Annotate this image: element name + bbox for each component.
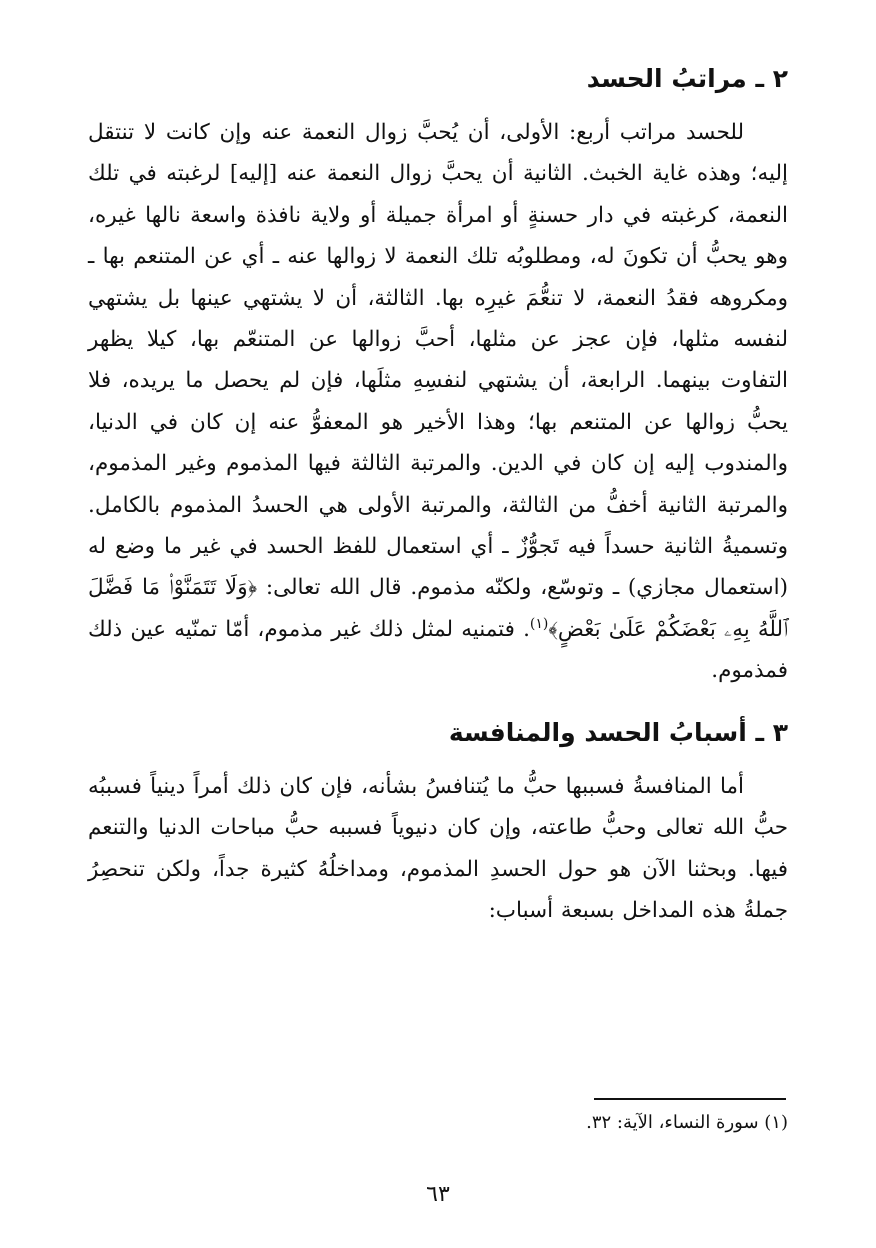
- paragraph-ranks-tail: . فتمنيه لمثل ذلك غير مذموم، أمّا تمنّيه عين ذلك فمذموم.: [88, 616, 788, 684]
- footnote: (١) سورة النساء، الآية: ٣٢.: [586, 1112, 788, 1133]
- section-heading-causes: ٣ ـ أسبابُ الحسد والمنافسة: [448, 717, 788, 747]
- footnote-reference: (١): [529, 615, 549, 632]
- paragraph-ranks: [88, 112, 788, 692]
- paragraph-causes: أما المنافسةُ فسببها حبُّ ما يُتنافسُ بشأنه، فإن كان ذلك أمراً دينياً فسببُه حبُّ الله تعالى وحبُّ طاعته، وإن كان دنيوياً فسببه حبُّ مباحات الدنيا والتنعم فيها. وبحثنا الآن هو حول الحسدِ المذموم، ومداخلُهُ كثيرة جداً، ولكن تنحصِرُ جملةُ هذه المداخل بسبعة أسباب:: [88, 773, 788, 923]
- page-body: [88, 58, 788, 931]
- page-number: ٦٣: [426, 1182, 450, 1207]
- footnote-divider: [594, 1098, 786, 1100]
- paragraph-ranks-text: للحسد مراتب أربع: الأولى، أن يُحبَّ زوال النعمة عنه وإن كانت لا تنتقل إليه؛ وهذه غاية الخبث. الثانية أن يحبَّ زوال النعمة عنه [إليه] لرغبته في تلك النعمة، كرغبته في دار حسنةٍ أو امرأة جميلة أو ولاية نافذة واسعة نالها غيره، وهو يحبُّ أن تكونَ له، ومطلوبُه تلك النعمة لا زوالها عنه ـ أي عن المتنعم بها ـ ومكروهه فقدُ النعمة، لا تنعُّمَ غيرِه بها. الثالثة، أن لا يشتهي عينها بل يشتهي لنفسه مثلها، فإن عجز عن مثلها، أحبَّ زوالها عن المتنعّم بها، كيلا يظهر التفاوت بينهما. الرابعة، أن يشتهي لنفسِهِ مثلَها، فإن لم يحصل ما يريده، فلا يحبُّ زوالها عن المتنعم بها؛ وهذا الأخير هو المعفوُّ عنه إن كان في الدنيا، والمندوب إليه إن كان في الدين. والمرتبة الثالثة فيها المذموم وغير المذموم، والمرتبة الثانية أخفُّ من الثالثة، والمرتبة الأولى هي الحسدُ المذموم بالكامل. وتسميةُ الثانية حسداً فيه تَجوُّزٌ ـ أي استعمال للفظ الحسد في غير ما وضع له (استعمال مجازي) ـ وتوسّع، ولكنّه مذموم. قال الله تعالى: ﴿وَلَا تَتَمَنَّوْا۟ مَا فَضَّلَ ٱللَّهُ بِهِۦ بَعْضَكُمْ عَلَىٰ بَعْضٍ﴾: [88, 120, 788, 642]
- section-heading-ranks: ٢ ـ مراتبُ الحسد: [586, 64, 788, 93]
